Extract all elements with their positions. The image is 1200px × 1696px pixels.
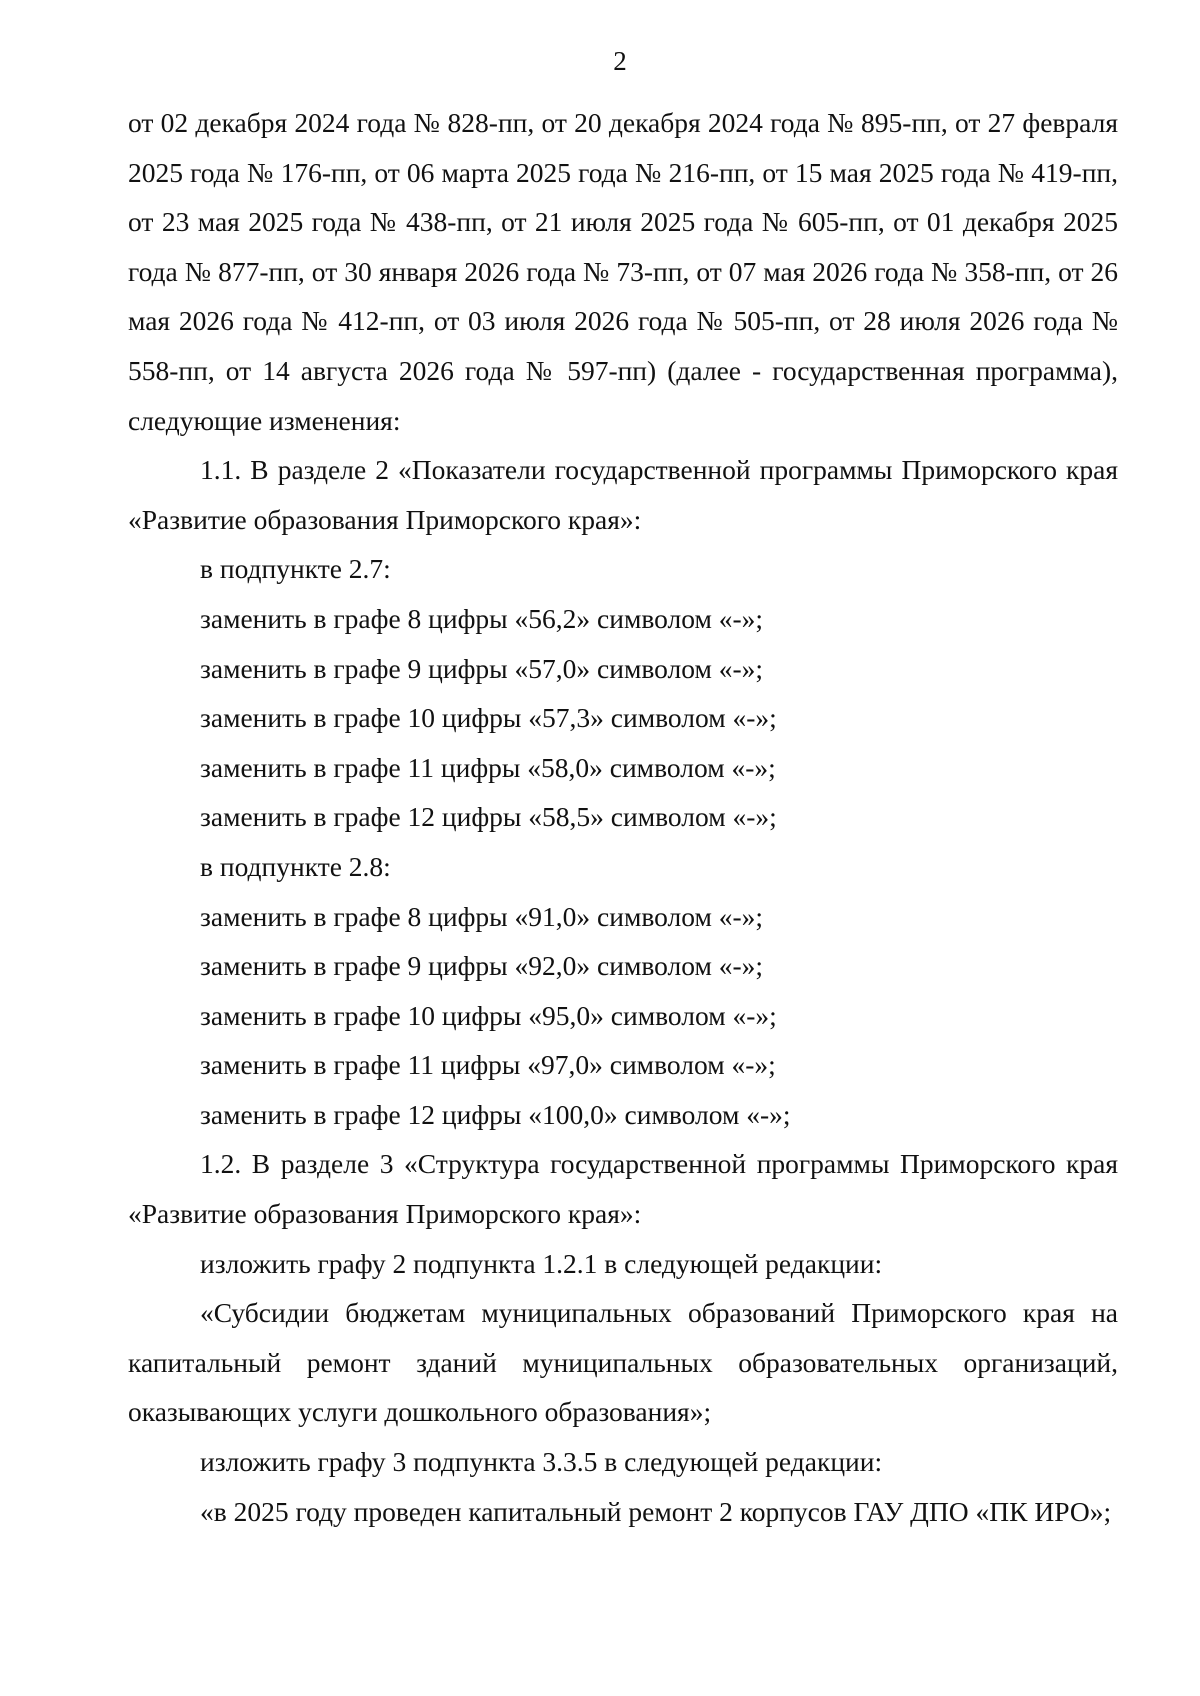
graph-3-instruction: изложить графу 3 подпункта 3.3.5 в следующей редакции: bbox=[200, 1446, 883, 1478]
replace-line-2-8-graph-9: заменить в графе 9 цифры «92,0» символом «-»; bbox=[200, 950, 764, 982]
graph-2-instruction: изложить графу 2 подпункта 1.2.1 в следующей редакции: bbox=[200, 1247, 883, 1279]
replace-line-2-7-graph-11: заменить в графе 11 цифры «58,0» символом «-»; bbox=[200, 751, 776, 783]
document-body bbox=[128, 98, 1118, 1536]
replace-line-2-7-graph-9: заменить в графе 9 цифры «57,0» символом «-»; bbox=[200, 652, 764, 684]
intro-paragraph: от 02 декабря 2024 года № 828-пп, от 20 декабря 2024 года № 895-пп, от 27 февраля 2025 года № 176-пп, от 06 марта 2025 года № 216-пп, от 15 мая 2025 года № 419-пп, от 23 мая 2025 года № 438-пп, от 21 июля 2025 года № 605-пп, от 01 декабря 2025 года № 877-пп, от 30 января 2026 года № 73-пп, от 07 мая 2026 года № 358-пп, от 26 мая 2026 года № 412-пп, от 03 июля 2026 года № 505-пп, от 28 июля 2026 года № 558-пп, от 14 августа 2026 года № 597-пп) (далее - государственная программа), следующие изменения: bbox=[128, 107, 1118, 436]
graph-3-text: «в 2025 году проведен капитальный ремонт 2 корпусов ГАУ ДПО «ПК ИРО»; bbox=[200, 1495, 1112, 1527]
replace-line-2-7-graph-12: заменить в графе 12 цифры «58,5» символом «-»; bbox=[200, 801, 777, 833]
graph-2-text: «Субсидии бюджетам муниципальных образований Приморского края на капитальный ремонт зданий муниципальных образовательных организаций, оказывающих услуги дошкольного образования»; bbox=[128, 1297, 1118, 1428]
replace-line-2-8-graph-12: заменить в графе 12 цифры «100,0» символом «-»; bbox=[200, 1098, 791, 1130]
section-1-2-paragraph: 1.2. В разделе 3 «Структура государственной программы Приморского края «Развитие образования Приморского края»: bbox=[128, 1148, 1118, 1230]
replace-line-2-7-graph-8: заменить в графе 8 цифры «56,2» символом «-»; bbox=[200, 602, 764, 634]
section-1-1-paragraph: 1.1. В разделе 2 «Показатели государственной программы Приморского края «Развитие образования Приморского края»: bbox=[128, 454, 1118, 535]
page-number: 2 bbox=[613, 46, 627, 76]
replace-line-2-7-graph-10: заменить в графе 10 цифры «57,3» символом «-»; bbox=[200, 702, 777, 734]
replace-line-2-8-graph-8: заменить в графе 8 цифры «91,0» символом «-»; bbox=[200, 900, 764, 932]
subpoint-2-7-heading: в подпункте 2.7: bbox=[200, 553, 391, 585]
subpoint-2-8-heading: в подпункте 2.8: bbox=[200, 850, 391, 882]
replace-line-2-8-graph-11: заменить в графе 11 цифры «97,0» символом «-»; bbox=[200, 1049, 776, 1081]
replace-line-2-8-graph-10: заменить в графе 10 цифры «95,0» символом «-»; bbox=[200, 999, 777, 1031]
